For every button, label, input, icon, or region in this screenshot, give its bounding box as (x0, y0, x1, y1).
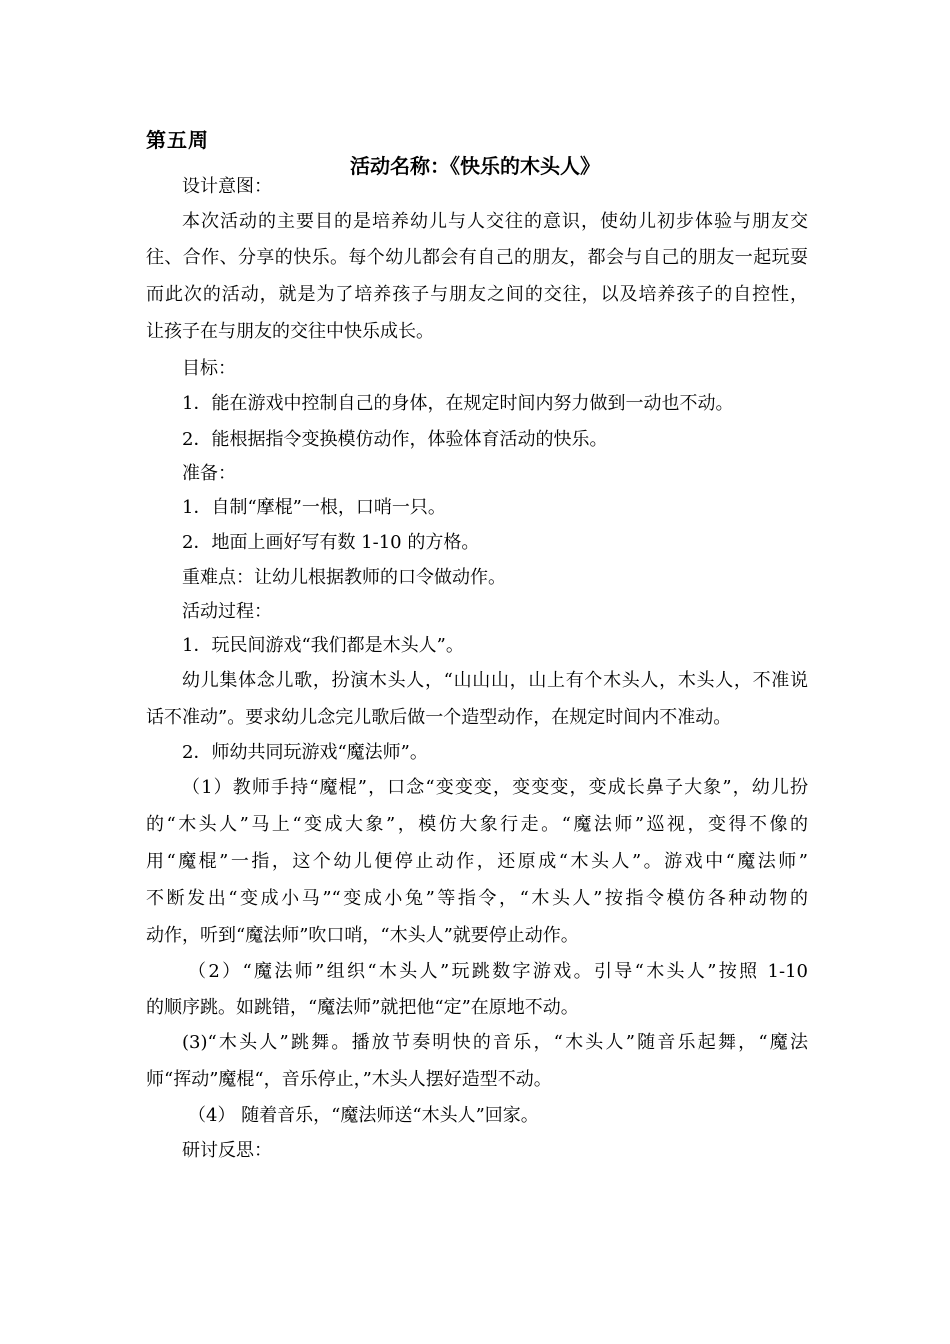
paragraph-line: 本次活动的主要目的是培养幼儿与人交往的意识，使幼儿初步体验与朋友交 (182, 211, 808, 232)
paragraph-line: （2）“魔法师”组织“木头人”玩跳数字游戏。引导“木头人”按照 1-10 (188, 961, 808, 982)
paragraph-line: 幼儿集体念儿歌，扮演木头人，“山山山，山上有个木头人，木头人，不准说 (182, 670, 808, 691)
section-heading-preparation: 准备： (182, 463, 236, 484)
process-step: 1．玩民间游戏“我们都是木头人”。 (182, 635, 464, 656)
paragraph-line: 动作，听到“魔法师”吹口哨，“木头人”就要停止动作。 (146, 925, 579, 946)
paragraph-line: 师“挥动”魔棍“，音乐停止，”木头人摆好造型不动。 (146, 1069, 552, 1090)
goal-item: 2．能根据指令变换模仿动作，体验体育活动的快乐。 (182, 429, 608, 450)
paragraph-line: 让孩子在与朋友的交往中快乐成长。 (146, 321, 434, 342)
key-points: 重难点：让幼儿根据教师的口令做动作。 (182, 567, 506, 588)
paragraph-line: 话不准动”。要求幼儿念完儿歌后做一个造型动作，在规定时间内不准动。 (146, 707, 732, 728)
section-heading-goals: 目标： (182, 358, 236, 379)
paragraph-line: （1）教师手持“魔棍”，口念“变变变，变变变，变成长鼻子大象”，幼儿扮 (182, 777, 808, 798)
paragraph-line: 不断发出“变成小马”“变成小兔”等指令，“木头人”按指令模仿各种动物的 (146, 888, 808, 909)
activity-title: 活动名称：《快乐的木头人》 (350, 154, 600, 178)
week-heading: 第五周 (146, 128, 209, 152)
paragraph-line: （4） 随着音乐，“魔法师送“木头人”回家。 (188, 1105, 539, 1126)
process-step: 2．师幼共同玩游戏“魔法师”。 (182, 742, 428, 763)
paragraph-line: 的“木头人”马上“变成大象”，模仿大象行走。“魔法师”巡视，变得不像的 (146, 814, 808, 835)
section-heading-reflection: 研讨反思： (182, 1140, 272, 1161)
goal-item: 1．能在游戏中控制自己的身体，在规定时间内努力做到一动也不动。 (182, 393, 734, 414)
section-heading-process: 活动过程： (182, 601, 272, 622)
preparation-item: 2．地面上画好写有数 1-10 的方格。 (182, 532, 480, 553)
paragraph-line: 的顺序跳。如跳错，“魔法师”就把他“定”在原地不动。 (146, 997, 579, 1018)
section-heading-design-intent: 设计意图： (182, 176, 272, 197)
paragraph-line: 往、合作、分享的快乐。每个幼儿都会有自己的朋友，都会与自己的朋友一起玩耍 (146, 247, 808, 268)
paragraph-line: 而此次的活动，就是为了培养孩子与朋友之间的交往，以及培养孩子的自控性， (146, 284, 808, 305)
paragraph-line: (3)“木头人”跳舞。播放节奏明快的音乐，“木头人”随音乐起舞，“魔法 (182, 1032, 808, 1053)
preparation-item: 1．自制“摩棍”一根，口哨一只。 (182, 497, 446, 518)
paragraph-line: 用“魔棍”一指，这个幼儿便停止动作，还原成“木头人”。游戏中“魔法师” (146, 851, 808, 872)
